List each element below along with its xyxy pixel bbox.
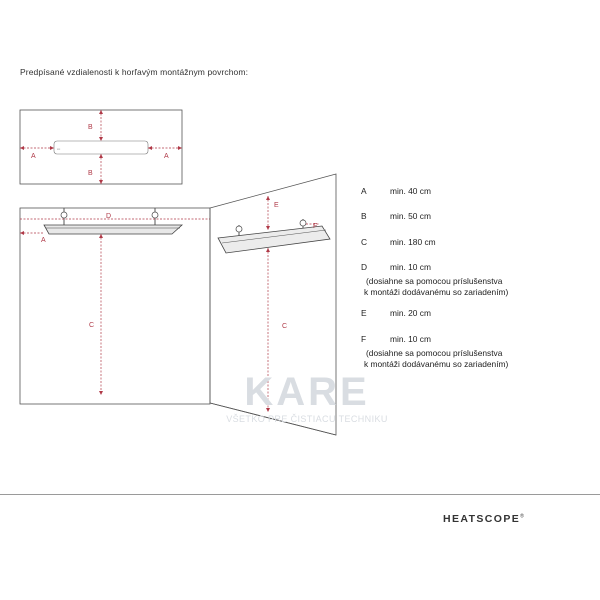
brand-logo-text: HEATSCOPE — [443, 513, 521, 525]
label-c-wall: C — [282, 323, 288, 330]
spec-value: min. 10 cm — [390, 333, 431, 344]
plan-heater — [54, 141, 148, 154]
watermark — [212, 372, 402, 424]
spec-note: (dosiahne sa pomocou príslušenstva — [366, 347, 503, 358]
label-b-upper: B — [88, 124, 93, 131]
label-b-lower: B — [88, 170, 93, 177]
label-d: D — [106, 213, 112, 220]
spec-code: C — [361, 236, 368, 247]
spec-value: min. 50 cm — [390, 211, 431, 222]
brand-logo — [443, 513, 525, 525]
label-f: F — [313, 223, 318, 230]
spec-value: min. 20 cm — [390, 308, 431, 319]
spec-row-c — [361, 237, 561, 248]
spec-note: k montáži dodávanému so zariadením) — [364, 287, 509, 298]
spec-row-d — [361, 262, 561, 273]
label-a-right: A — [164, 153, 169, 160]
spec-row-a — [361, 186, 561, 197]
label-c-ceiling: C — [89, 322, 95, 329]
spec-code: B — [361, 211, 367, 222]
ceiling-heater — [44, 225, 182, 234]
label-a-ceiling: A — [41, 237, 46, 244]
label-a-left: A — [31, 153, 36, 160]
footer-divider — [0, 494, 600, 495]
ceiling-view-frame — [20, 208, 210, 404]
spec-note: (dosiahne sa pomocou príslušenstva — [366, 276, 503, 287]
ceiling-view — [20, 208, 210, 404]
label-e: E — [274, 202, 279, 209]
spec-code: D — [361, 262, 368, 273]
spec-row-f — [361, 334, 561, 345]
page-title: Predpísané vzdialenosti k horľavým montážnym povrchom: — [20, 67, 249, 77]
spec-code: F — [361, 333, 367, 344]
spec-row-e — [361, 308, 561, 319]
spec-code: A — [361, 186, 367, 196]
wall-heater — [218, 226, 330, 253]
plan-view — [20, 110, 182, 184]
brand-logo-mark: ® — [520, 513, 526, 520]
watermark-tagline: VŠETKO PRE ČISTIACU TECHNIKU — [226, 414, 388, 424]
spec-value: min. 40 cm — [390, 186, 431, 196]
spec-note: k montáži dodávanému so zariadením) — [364, 358, 509, 369]
watermark-logo-text: KARE — [244, 370, 370, 414]
spec-code: E — [361, 308, 367, 319]
spec-value: min. 180 cm — [390, 236, 436, 247]
spec-value: min. 10 cm — [390, 262, 431, 273]
spec-list — [361, 186, 561, 370]
spec-row-b — [361, 211, 561, 222]
svg-text:▪▪▪: ▪▪▪ — [57, 147, 61, 151]
